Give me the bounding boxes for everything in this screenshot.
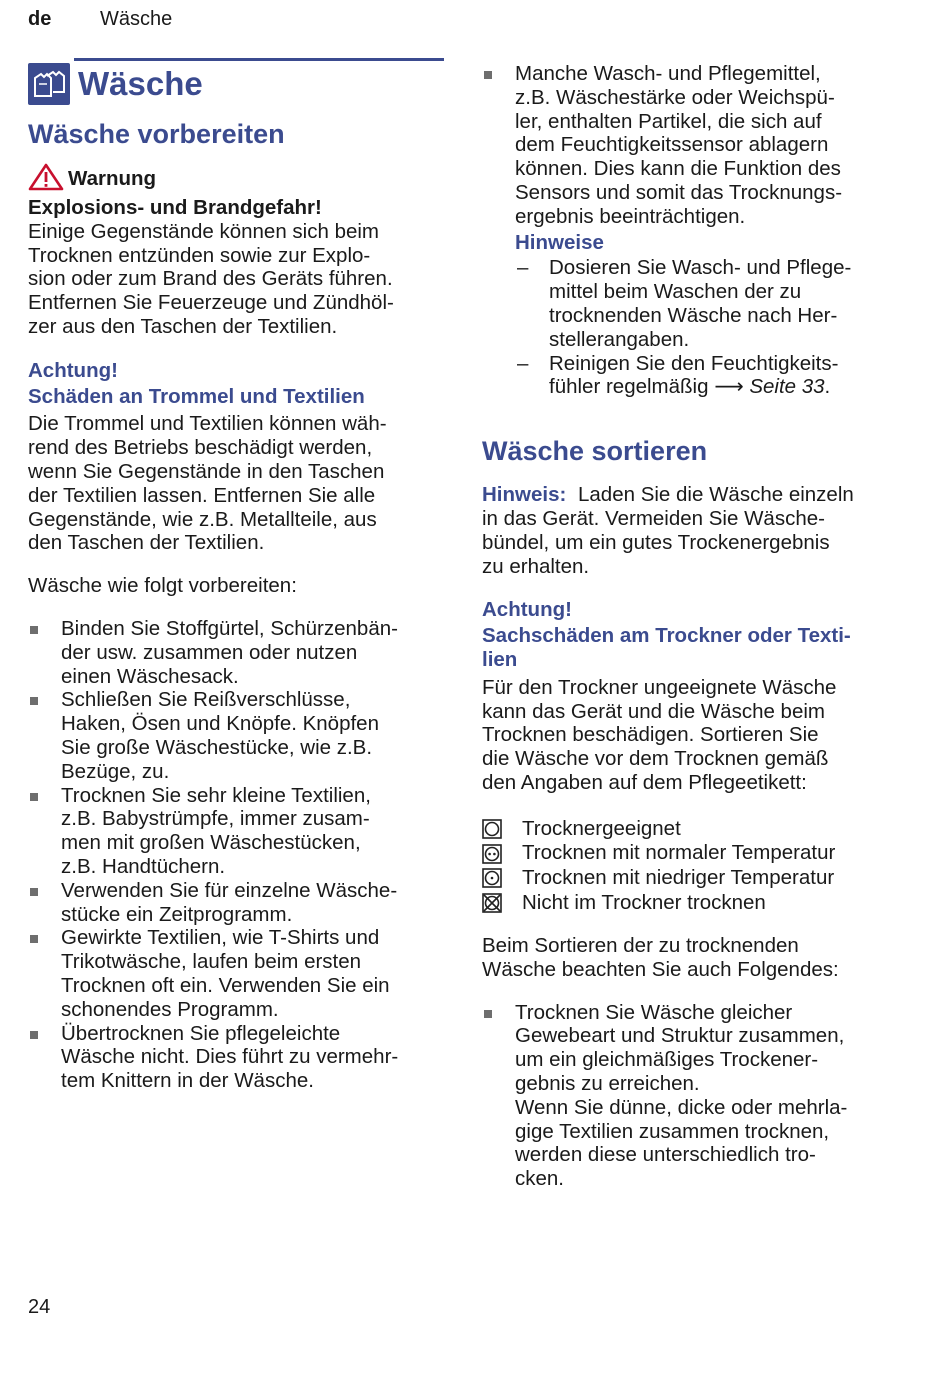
text-line: zu erhalten. [482, 554, 590, 578]
header-section-title: Wäsche [100, 8, 173, 30]
page-header [28, 8, 173, 31]
notes-block [482, 231, 902, 400]
sentence-end: . [824, 375, 831, 399]
list-item [515, 352, 902, 400]
sort-list [482, 1001, 902, 1191]
do-not-tumble-dry-icon [482, 893, 502, 913]
detergent-list [482, 62, 902, 229]
text-line: men mit großen Wäschestücken, [61, 831, 361, 855]
page-number: 24 [28, 1296, 51, 1318]
text-line: Manche Wasch- und Pflegemittel, [515, 62, 821, 85]
care-symbol-row [482, 817, 902, 842]
text-line: Für den Trockner ungeeignete Wäsche [482, 675, 837, 699]
list-item [28, 688, 444, 783]
text-line: dem Feuchtigkeitssensor ablagern [515, 133, 829, 157]
care-symbol-label: Nicht im Trockner trocknen [522, 890, 766, 914]
list-item [28, 617, 444, 688]
text-line: cken. [515, 1167, 564, 1191]
text-line: ler, enthalten Partikel, die sich auf [515, 109, 822, 133]
notes-label: Hinweise [515, 230, 604, 254]
text-line: Haken, Ösen und Knöpfe. Knöpfen [61, 712, 379, 736]
text-line: Trocknen beschädigen. Sortieren Sie [482, 723, 819, 747]
text-line: Gewebeart und Struktur zusammen, [515, 1024, 845, 1048]
warning-text [28, 220, 444, 339]
tumble-dry-icon [482, 819, 502, 839]
caution-label: Achtung! [482, 598, 572, 622]
tumble-dry-low-icon [482, 868, 502, 888]
text-line: Sensors und somit das Trocknungs- [515, 180, 843, 204]
list-item [28, 1022, 444, 1093]
care-symbol-label: Trocknen mit niedriger Temperatur [522, 865, 835, 889]
text-line: Schließen Sie Reißverschlüsse, [61, 688, 351, 712]
text-line: Übertrocknen Sie pflegeleichte [61, 1021, 341, 1045]
chapter-title [28, 63, 444, 105]
list-item [28, 926, 444, 1021]
text-line: Binden Sie Stoffgürtel, Schürzenbän- [61, 616, 398, 640]
text-line: Sachschäden am Trockner oder Texti- [482, 624, 851, 648]
text-line: sion oder zum Brand des Geräts führen. [28, 267, 393, 291]
left-column [28, 58, 444, 1093]
text-line: mittel beim Waschen der zu [549, 280, 802, 304]
text-line: stücke ein Zeitprogramm. [61, 902, 293, 926]
text-line: können. Dies kann die Funktion des [515, 157, 841, 181]
text-line: z.B. Babystrümpfe, immer zusam- [61, 807, 370, 831]
text-line: Reinigen Sie den Feuchtigkeits- [549, 351, 839, 375]
list-item [28, 879, 444, 927]
text-line: zer aus den Taschen der Textilien. [28, 314, 338, 338]
text-line: werden diese unterschiedlich tro- [515, 1143, 816, 1167]
care-symbol-row [482, 841, 902, 866]
text-line: Trocknen oft ein. Verwenden Sie ein [61, 973, 390, 997]
hint-label: Hinweis: [482, 483, 567, 507]
text-line: Verwenden Sie für einzelne Wäsche- [61, 878, 398, 902]
section-heading: Wäsche vorbereiten [28, 119, 285, 149]
text-line: z.B. Handtüchern. [61, 854, 226, 878]
text-line: Entfernen Sie Feuerzeuge und Zündhöl- [28, 291, 394, 315]
text-line: rend des Betriebs beschädigt werden, [28, 436, 373, 460]
text-line: wenn Sie Gegenstände in den Taschen [28, 459, 385, 483]
text-line: Wäsche beachten Sie auch Folgendes: [482, 957, 839, 981]
text-line: Trikotwäsche, laufen beim ersten [61, 950, 362, 974]
caution-heading: Schäden an Trommel und Textilien [28, 384, 365, 408]
text-line: Gegenstände, wie z.B. Metallteile, aus [28, 507, 377, 531]
text-line: gebnis zu erreichen. [515, 1072, 700, 1096]
care-symbol-label: Trocknen mit normaler Temperatur [522, 841, 836, 865]
text-line: die Wäsche vor dem Trocknen gemäß [482, 747, 829, 771]
text-line: bündel, um ein gutes Trockenergebnis [482, 530, 830, 554]
text-line: trocknenden Wäsche nach Her- [549, 303, 838, 327]
list-item [28, 784, 444, 879]
text-line: Wenn Sie dünne, dicke oder mehrla- [515, 1095, 848, 1119]
list-item [482, 62, 902, 229]
notes-list [515, 256, 902, 399]
text-line: tem Knittern in der Wäsche. [61, 1069, 314, 1093]
hint-text [482, 483, 902, 578]
page-reference-link[interactable]: Seite 33 [749, 375, 825, 399]
caution-label: Achtung! [28, 358, 118, 382]
right-column [482, 62, 902, 1191]
tumble-dry-normal-icon [482, 844, 502, 864]
text-line: Trocknen entzünden sowie zur Explo- [28, 243, 371, 267]
text-line: Beim Sortieren der zu trocknenden [482, 934, 799, 958]
text-line: Die Trommel und Textilien können wäh- [28, 412, 387, 436]
list-item [515, 256, 902, 351]
title-rule [74, 58, 444, 61]
text-line: ergebnis beeinträchtigen. [515, 204, 746, 228]
text-line: lien [482, 647, 518, 671]
text-line: Laden Sie die Wäsche einzeln [578, 483, 854, 507]
text-line: um ein gleichmäßiges Trockener- [515, 1048, 819, 1072]
text-line: Trocknen Sie sehr kleine Textilien, [61, 783, 371, 807]
text-line: den Taschen der Textilien. [28, 531, 265, 555]
list-item [482, 1001, 902, 1191]
caution-text [482, 676, 902, 795]
text-line: Bezüge, zu. [61, 759, 170, 783]
caution-text [28, 412, 444, 555]
text-line: stellerangaben. [549, 327, 690, 351]
text-line: Trocknen Sie Wäsche gleicher [515, 1000, 793, 1024]
warning-heading: Explosions- und Brandgefahr! [28, 196, 322, 219]
section-heading-sort: Wäsche sortieren [482, 436, 708, 467]
warning-icon [28, 163, 64, 191]
care-symbol-row [482, 891, 902, 916]
care-symbol-label: Trocknergeeignet [522, 816, 681, 840]
text-line: der usw. zusammen oder nutzen [61, 640, 358, 664]
prepare-list [28, 617, 444, 1093]
text-line: gige Textilien zusammen trocknen, [515, 1119, 830, 1143]
care-symbols-list [482, 817, 902, 915]
text-line: z.B. Wäschestärke oder Weichspü- [515, 85, 835, 109]
sort-intro [482, 934, 902, 982]
text-line: Sie große Wäschestücke, wie z.B. [61, 735, 373, 759]
text-line: den Angaben auf dem Pflegeetikett: [482, 770, 807, 794]
text-line: einen Wäschesack. [61, 664, 239, 688]
arrow-right-icon: ⟶ [714, 374, 744, 399]
caution-heading [482, 624, 902, 672]
language-code: de [28, 8, 52, 30]
text-line: schonendes Programm. [61, 997, 279, 1021]
text-line: Einige Gegenstände können sich beim [28, 219, 380, 243]
text-line: der Textilien lassen. Entfernen Sie alle [28, 483, 376, 507]
care-symbol-row [482, 866, 902, 891]
page-title: Wäsche [78, 65, 203, 102]
text-line: in das Gerät. Vermeiden Sie Wäsche- [482, 506, 825, 530]
text-line: Dosieren Sie Wasch- und Pflege- [549, 256, 852, 280]
text-line: Gewirkte Textilien, wie T-Shirts und [61, 926, 380, 950]
laundry-icon [28, 63, 70, 105]
text-line: fühler regelmäßig [549, 375, 709, 399]
prepare-intro: Wäsche wie folgt vorbereiten: [28, 574, 297, 598]
text-line: kann das Gerät und die Wäsche beim [482, 699, 825, 723]
text-line: Wäsche nicht. Dies führt zu vermehr- [61, 1045, 399, 1069]
warning-label-text: Warnung [68, 167, 157, 191]
warning-label [28, 163, 444, 191]
